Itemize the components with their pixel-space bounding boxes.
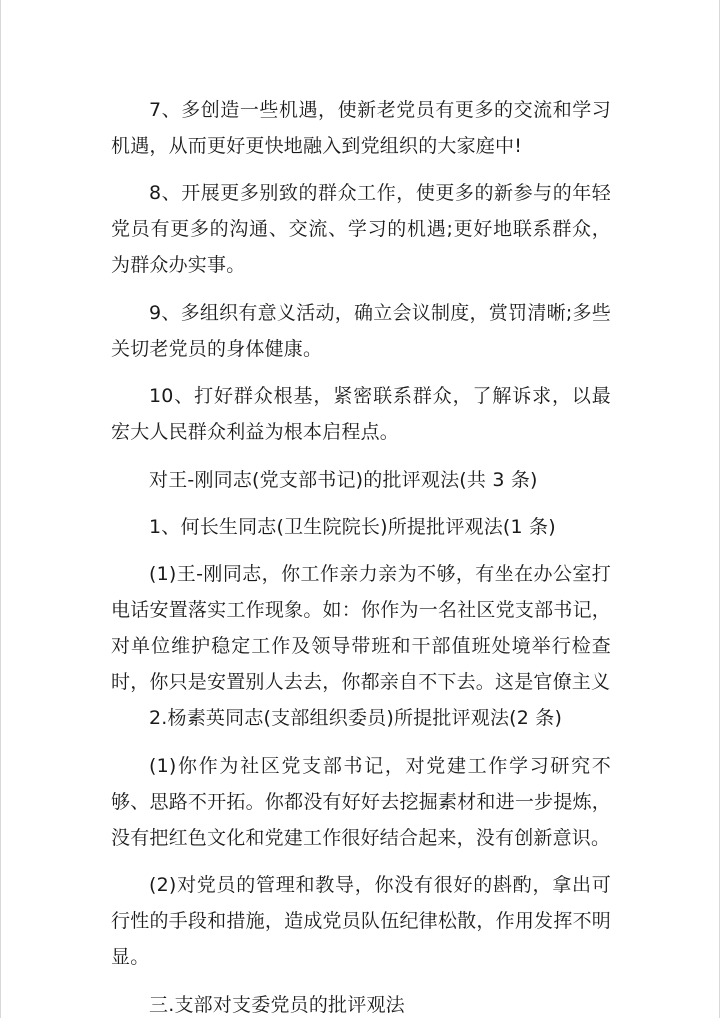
section-heading-criticism: 对王-刚同志(党支部书记)的批评观法(共 3 条) [149,468,538,491]
paragraph-item-10: 10、打好群众根基，紧密联系群众，了解诉求，以最宏大人民群众利益为根本启程点。 [111,385,611,444]
criticism-item-2-1: (1)你作为社区党支部书记，对党建工作学习研究不够、思路不开拓。你都没有好好去挖掘素材和进一步提炼，没有把红色文化和党建工作很好结合起来，没有创新意识。 [111,754,611,849]
paragraph-item-9: 9、多组织有意义活动，确立会议制度，赏罚清晰;多些关切老党员的身体健康。 [111,301,611,360]
subsection-heading-2: 2.杨素英同志(支部组织委员)所提批评观法(2 条) [149,707,563,730]
document-body [111,92,611,1034]
subsection-heading-1: 1、何长生同志(卫生院院长)所提批评观法(1 条) [149,515,556,538]
section-heading-3: 三.支部对支委党员的批评观法 [149,993,405,1016]
criticism-item-1-1: (1)王-刚同志，你工作亲力亲为不够，有坐在办公室打电话安置落实工作现象。如：你作为一名社区党支部书记，对单位维护稳定工作及领导带班和干部值班处境举行检查时，你只是安置别人去去，你都亲自不下去。这是官僚主义 [111,563,611,694]
paragraph-item-7: 7、多创造一些机遇，使新老党员有更多的交流和学习机遇，从而更好更快地融入到党组织的大家庭中! [111,99,611,157]
criticism-item-2-2: (2)对党员的管理和教导，你没有很好的斟酌，拿出可行性的手段和措施，造成党员队伍纪律松散，作用发挥不明显。 [111,874,611,969]
paragraph-item-8: 8、开展更多别致的群众工作，使更多的新参与的年轻党员有更多的沟通、交流、学习的机遇;更好地联系群众，为群众办实事。 [111,182,611,277]
